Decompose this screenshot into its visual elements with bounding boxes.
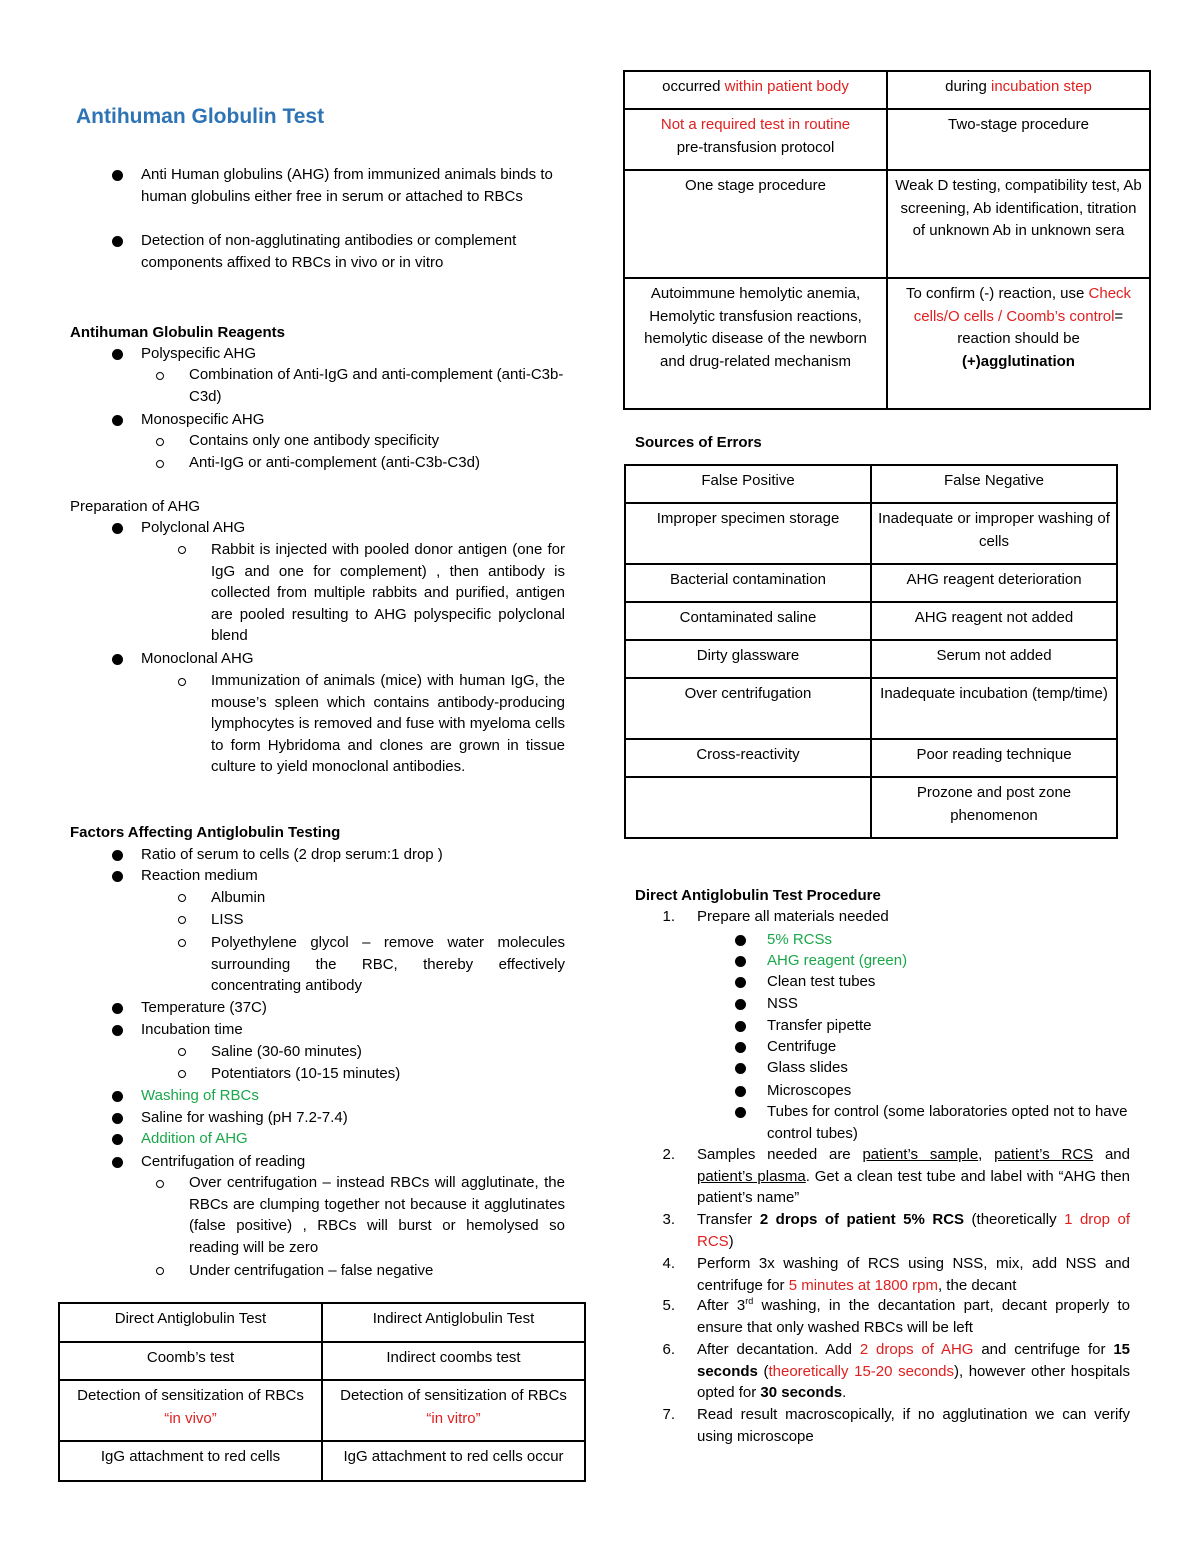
step-number: 1. <box>662 908 675 925</box>
material-item: Clean test tubes <box>767 973 876 990</box>
table-cell: IgG attachment to red cells occur <box>322 1441 585 1481</box>
table-cell: AHG reagent not added <box>871 602 1117 640</box>
table-cell: Improper specimen storage <box>625 503 871 564</box>
polyclonal-item: Polyclonal AHG <box>141 519 246 536</box>
step-number: 4. <box>662 1255 675 1272</box>
circle-bullet-icon <box>178 1048 186 1056</box>
dat-iat-table <box>58 1302 586 1482</box>
errors-heading: Sources of Errors <box>635 434 762 451</box>
table-cell <box>322 1380 585 1441</box>
table-cell <box>887 71 1150 109</box>
underlined-text: patient’s plasma <box>697 1167 806 1185</box>
table-cell: Over centrifugation <box>625 678 871 739</box>
step-text: After 3 <box>697 1297 746 1314</box>
step-text: Perform 3x washing of RCS using NSS, mix, add NSS and centrifuge for <box>697 1255 1130 1294</box>
circle-bullet-icon <box>156 1180 164 1188</box>
cell-text: during <box>945 78 991 95</box>
step-number: 6. <box>662 1341 675 1358</box>
bullet-icon <box>112 349 123 360</box>
step-text: Samples needed are <box>697 1146 863 1163</box>
cell-red-text: Check cells/O cells / Coomb’s control <box>913 285 1132 325</box>
material-item: 5% RCSs <box>767 931 833 948</box>
bullet-icon <box>112 871 123 882</box>
bullet-icon <box>112 236 123 247</box>
step-text: Transfer <box>697 1211 760 1228</box>
step-text: ( <box>757 1362 769 1380</box>
bullet-icon <box>112 1003 123 1014</box>
material-item: Microscopes <box>767 1082 852 1099</box>
cell-text: = reaction should be <box>957 307 1124 347</box>
table-cell <box>625 777 871 838</box>
step-text: , <box>978 1146 995 1163</box>
table-cell <box>59 1380 322 1441</box>
intro-bullet-1: Anti Human globulins (AHG) from immunized animals binds to human globulins either free in serum or attached to RBCs <box>141 166 553 205</box>
material-item: Glass slides <box>767 1059 848 1076</box>
bullet-icon <box>112 1091 123 1102</box>
step-text: washing, in the decantation part, decant properly to ensure that only washed RBCs will be left <box>697 1297 1130 1336</box>
bullet-icon <box>112 1134 123 1145</box>
material-item: AHG reagent (green) <box>767 952 908 969</box>
superscript-text: rd <box>745 1296 754 1306</box>
monospecific-sub-2: Anti-IgG or anti-complement (anti-C3b-C3d) <box>189 454 480 471</box>
factor-medium: Reaction medium <box>141 867 258 884</box>
table-cell: Prozone and post zone phenomenon <box>871 777 1117 838</box>
bullet-icon <box>112 1113 123 1124</box>
bullet-icon <box>112 523 123 534</box>
bullet-icon <box>112 170 123 181</box>
bullet-icon <box>112 850 123 861</box>
underlined-text: patient’s sample <box>862 1146 979 1163</box>
monospecific-item: Monospecific AHG <box>141 411 265 428</box>
circle-bullet-icon <box>178 678 186 686</box>
circle-bullet-icon <box>178 894 186 902</box>
bullet-icon <box>735 1063 746 1074</box>
bullet-icon <box>112 1025 123 1036</box>
red-text: theoretically 15-20 seconds <box>768 1362 954 1380</box>
table-cell: Contaminated saline <box>625 602 871 640</box>
reagents-heading: Antihuman Globulin Reagents <box>70 324 286 341</box>
factor-temperature: Temperature (37C) <box>141 999 267 1016</box>
material-item: Transfer pipette <box>767 1017 872 1034</box>
cell-bold-text: (+)agglutination <box>962 352 1075 370</box>
red-text: 2 drops of AHG <box>859 1341 974 1358</box>
table-cell: Inadequate incubation (temp/time) <box>871 678 1117 739</box>
in-vitro-text: “in vitro” <box>426 1409 481 1427</box>
table-cell: Weak D testing, compatibility test, Ab screening, Ab identification, titration of unknown Ab in unknown sera <box>887 170 1150 278</box>
monospecific-sub-1: Contains only one antibody specificity <box>189 432 440 449</box>
step-text: ), however other hospitals opted for <box>697 1362 1131 1401</box>
table-cell: Autoimmune hemolytic anemia, Hemolytic transfusion reactions, hemolytic disease of the newborn and drug-related mechanism <box>624 278 887 409</box>
table-cell: Indirect coombs test <box>322 1342 585 1380</box>
circle-bullet-icon <box>178 939 186 947</box>
table-header-cell: False Negative <box>871 465 1117 503</box>
table-cell: Direct Antiglobulin Test <box>59 1303 322 1342</box>
step-2 <box>697 1144 1130 1209</box>
step-text: (theoretically <box>964 1211 1065 1228</box>
material-item: Centrifuge <box>767 1038 837 1055</box>
medium-albumin: Albumin <box>211 889 266 906</box>
step-text: and <box>1093 1146 1130 1163</box>
monoclonal-item: Monoclonal AHG <box>141 650 254 667</box>
table-header-cell: False Positive <box>625 465 871 503</box>
polyclonal-sub: Rabbit is injected with pooled donor antigen (one for IgG and one for complement) , then antibody is collected from multiple rabbits and purified, antigen are pooled resulting to AHG polyspecific polyclonal blend <box>211 541 565 644</box>
bullet-icon <box>735 999 746 1010</box>
errors-table <box>624 464 1118 839</box>
table-cell: AHG reagent deterioration <box>871 564 1117 602</box>
circle-bullet-icon <box>156 1267 164 1275</box>
bullet-icon <box>735 1086 746 1097</box>
red-text: 1 drop of RCS <box>697 1211 1130 1250</box>
step-number: 2. <box>662 1146 675 1163</box>
table-cell: Bacterial contamination <box>625 564 871 602</box>
table-cell: Poor reading technique <box>871 739 1117 777</box>
step-1: Prepare all materials needed <box>697 908 889 925</box>
circle-bullet-icon <box>156 372 164 380</box>
table-cell <box>624 71 887 109</box>
step-3 <box>697 1209 1130 1252</box>
polyspecific-item: Polyspecific AHG <box>141 345 257 362</box>
monoclonal-sub: Immunization of animals (mice) with human IgG, the mouse’s spleen which contains antibody-producing lymphocytes is removed and fuse with myeloma cells to form Hybridoma and clones are grown in tissue culture to yield monoclonal antibodies. <box>211 672 565 775</box>
step-number: 3. <box>662 1211 675 1228</box>
table-cell: IgG attachment to red cells <box>59 1441 322 1481</box>
bold-text: 2 drops of patient 5% RCS <box>759 1211 965 1228</box>
step-text: , the decant <box>937 1276 1017 1294</box>
table-cell: Coomb’s test <box>59 1342 322 1380</box>
underlined-text: patient’s RCS <box>994 1146 1094 1163</box>
bullet-icon <box>735 935 746 946</box>
centrifugation-over: Over centrifugation – instead RBCs will agglutinate, the RBCs are clumping together not because it agglutinates (false positive) , RBCs will burst or hemolysed so reading will be zero <box>189 1174 565 1256</box>
circle-bullet-icon <box>178 546 186 554</box>
step-text: . Get a clean test tube and label with “AHG then patient’s name” <box>697 1167 1130 1206</box>
dat-iat-continued-table <box>623 70 1151 410</box>
step-text: After decantation. Add <box>697 1341 860 1358</box>
circle-bullet-icon <box>178 916 186 924</box>
step-6 <box>697 1339 1130 1404</box>
step-text: ) <box>728 1232 734 1250</box>
bullet-icon <box>112 1157 123 1168</box>
material-item: NSS <box>767 995 798 1012</box>
cell-text: Detection of sensitization of RBCs <box>340 1387 567 1404</box>
factor-centrifugation: Centrifugation of reading <box>141 1153 306 1170</box>
cell-red-text: Not a required test in routine <box>660 116 851 133</box>
medium-peg: Polyethylene glycol – remove water molecules surrounding the RBC, thereby effectively concentrating antibody <box>211 934 565 994</box>
factor-washing: Washing of RBCs <box>141 1087 259 1104</box>
bullet-icon <box>735 1107 746 1118</box>
medium-liss: LISS <box>211 911 244 928</box>
factors-heading: Factors Affecting Antiglobulin Testing <box>70 824 341 841</box>
table-cell: Serum not added <box>871 640 1117 678</box>
cell-red-text: within patient body <box>724 78 849 95</box>
table-cell <box>624 109 887 170</box>
bullet-icon <box>735 1021 746 1032</box>
table-cell: Dirty glassware <box>625 640 871 678</box>
table-cell: One stage procedure <box>624 170 887 278</box>
preparation-heading: Preparation of AHG <box>70 498 201 515</box>
bullet-icon <box>112 654 123 665</box>
table-cell: Two-stage procedure <box>887 109 1150 170</box>
step-number: 5. <box>662 1297 675 1314</box>
step-text: . <box>842 1384 847 1401</box>
step-number: 7. <box>662 1406 675 1423</box>
circle-bullet-icon <box>156 438 164 446</box>
cell-text: Detection of sensitization of RBCs <box>77 1387 304 1404</box>
factor-incubation: Incubation time <box>141 1021 243 1038</box>
red-text: 5 minutes at 1800 rpm <box>788 1276 938 1294</box>
cell-text: occurred <box>662 78 725 95</box>
bullet-icon <box>735 977 746 988</box>
bold-text: 15 seconds <box>697 1341 1130 1380</box>
centrifugation-under: Under centrifugation – false negative <box>189 1262 434 1279</box>
circle-bullet-icon <box>156 460 164 468</box>
step-5 <box>697 1295 1130 1338</box>
material-item: Tubes for control (some laboratories opted not to have control tubes) <box>767 1103 1128 1142</box>
bullet-icon <box>112 415 123 426</box>
in-vivo-text: “in vivo” <box>164 1409 217 1427</box>
step-4 <box>697 1253 1130 1296</box>
step-7: Read result macroscopically, if no agglutination we can verify using microscope <box>697 1406 1130 1445</box>
cell-text: To confirm (-) reaction, use <box>905 285 1089 302</box>
page-title: Antihuman Globulin Test <box>76 105 325 128</box>
circle-bullet-icon <box>178 1070 186 1078</box>
table-cell: Indirect Antiglobulin Test <box>322 1303 585 1342</box>
table-cell <box>887 278 1150 409</box>
table-cell: Cross-reactivity <box>625 739 871 777</box>
bullet-icon <box>735 956 746 967</box>
incubation-saline: Saline (30-60 minutes) <box>211 1043 362 1060</box>
cell-text: pre-transfusion protocol <box>676 138 835 156</box>
polyspecific-sub: Combination of Anti-IgG and anti-complement (anti-C3b-C3d) <box>189 366 564 405</box>
bullet-icon <box>735 1042 746 1053</box>
factor-saline-washing: Saline for washing (pH 7.2-7.4) <box>141 1109 348 1126</box>
table-cell: Inadequate or improper washing of cells <box>871 503 1117 564</box>
step-text: and centrifuge for <box>973 1341 1114 1358</box>
procedure-heading: Direct Antiglobulin Test Procedure <box>635 887 881 904</box>
factor-ratio: Ratio of serum to cells (2 drop serum:1 drop ) <box>141 846 443 863</box>
incubation-potentiators: Potentiators (10-15 minutes) <box>211 1065 401 1082</box>
factor-addition: Addition of AHG <box>141 1130 248 1147</box>
cell-red-text: incubation step <box>990 78 1092 95</box>
intro-bullet-2: Detection of non-agglutinating antibodies or complement components affixed to RBCs in vivo or in vitro <box>141 232 517 271</box>
bold-text: 30 seconds <box>760 1384 843 1401</box>
